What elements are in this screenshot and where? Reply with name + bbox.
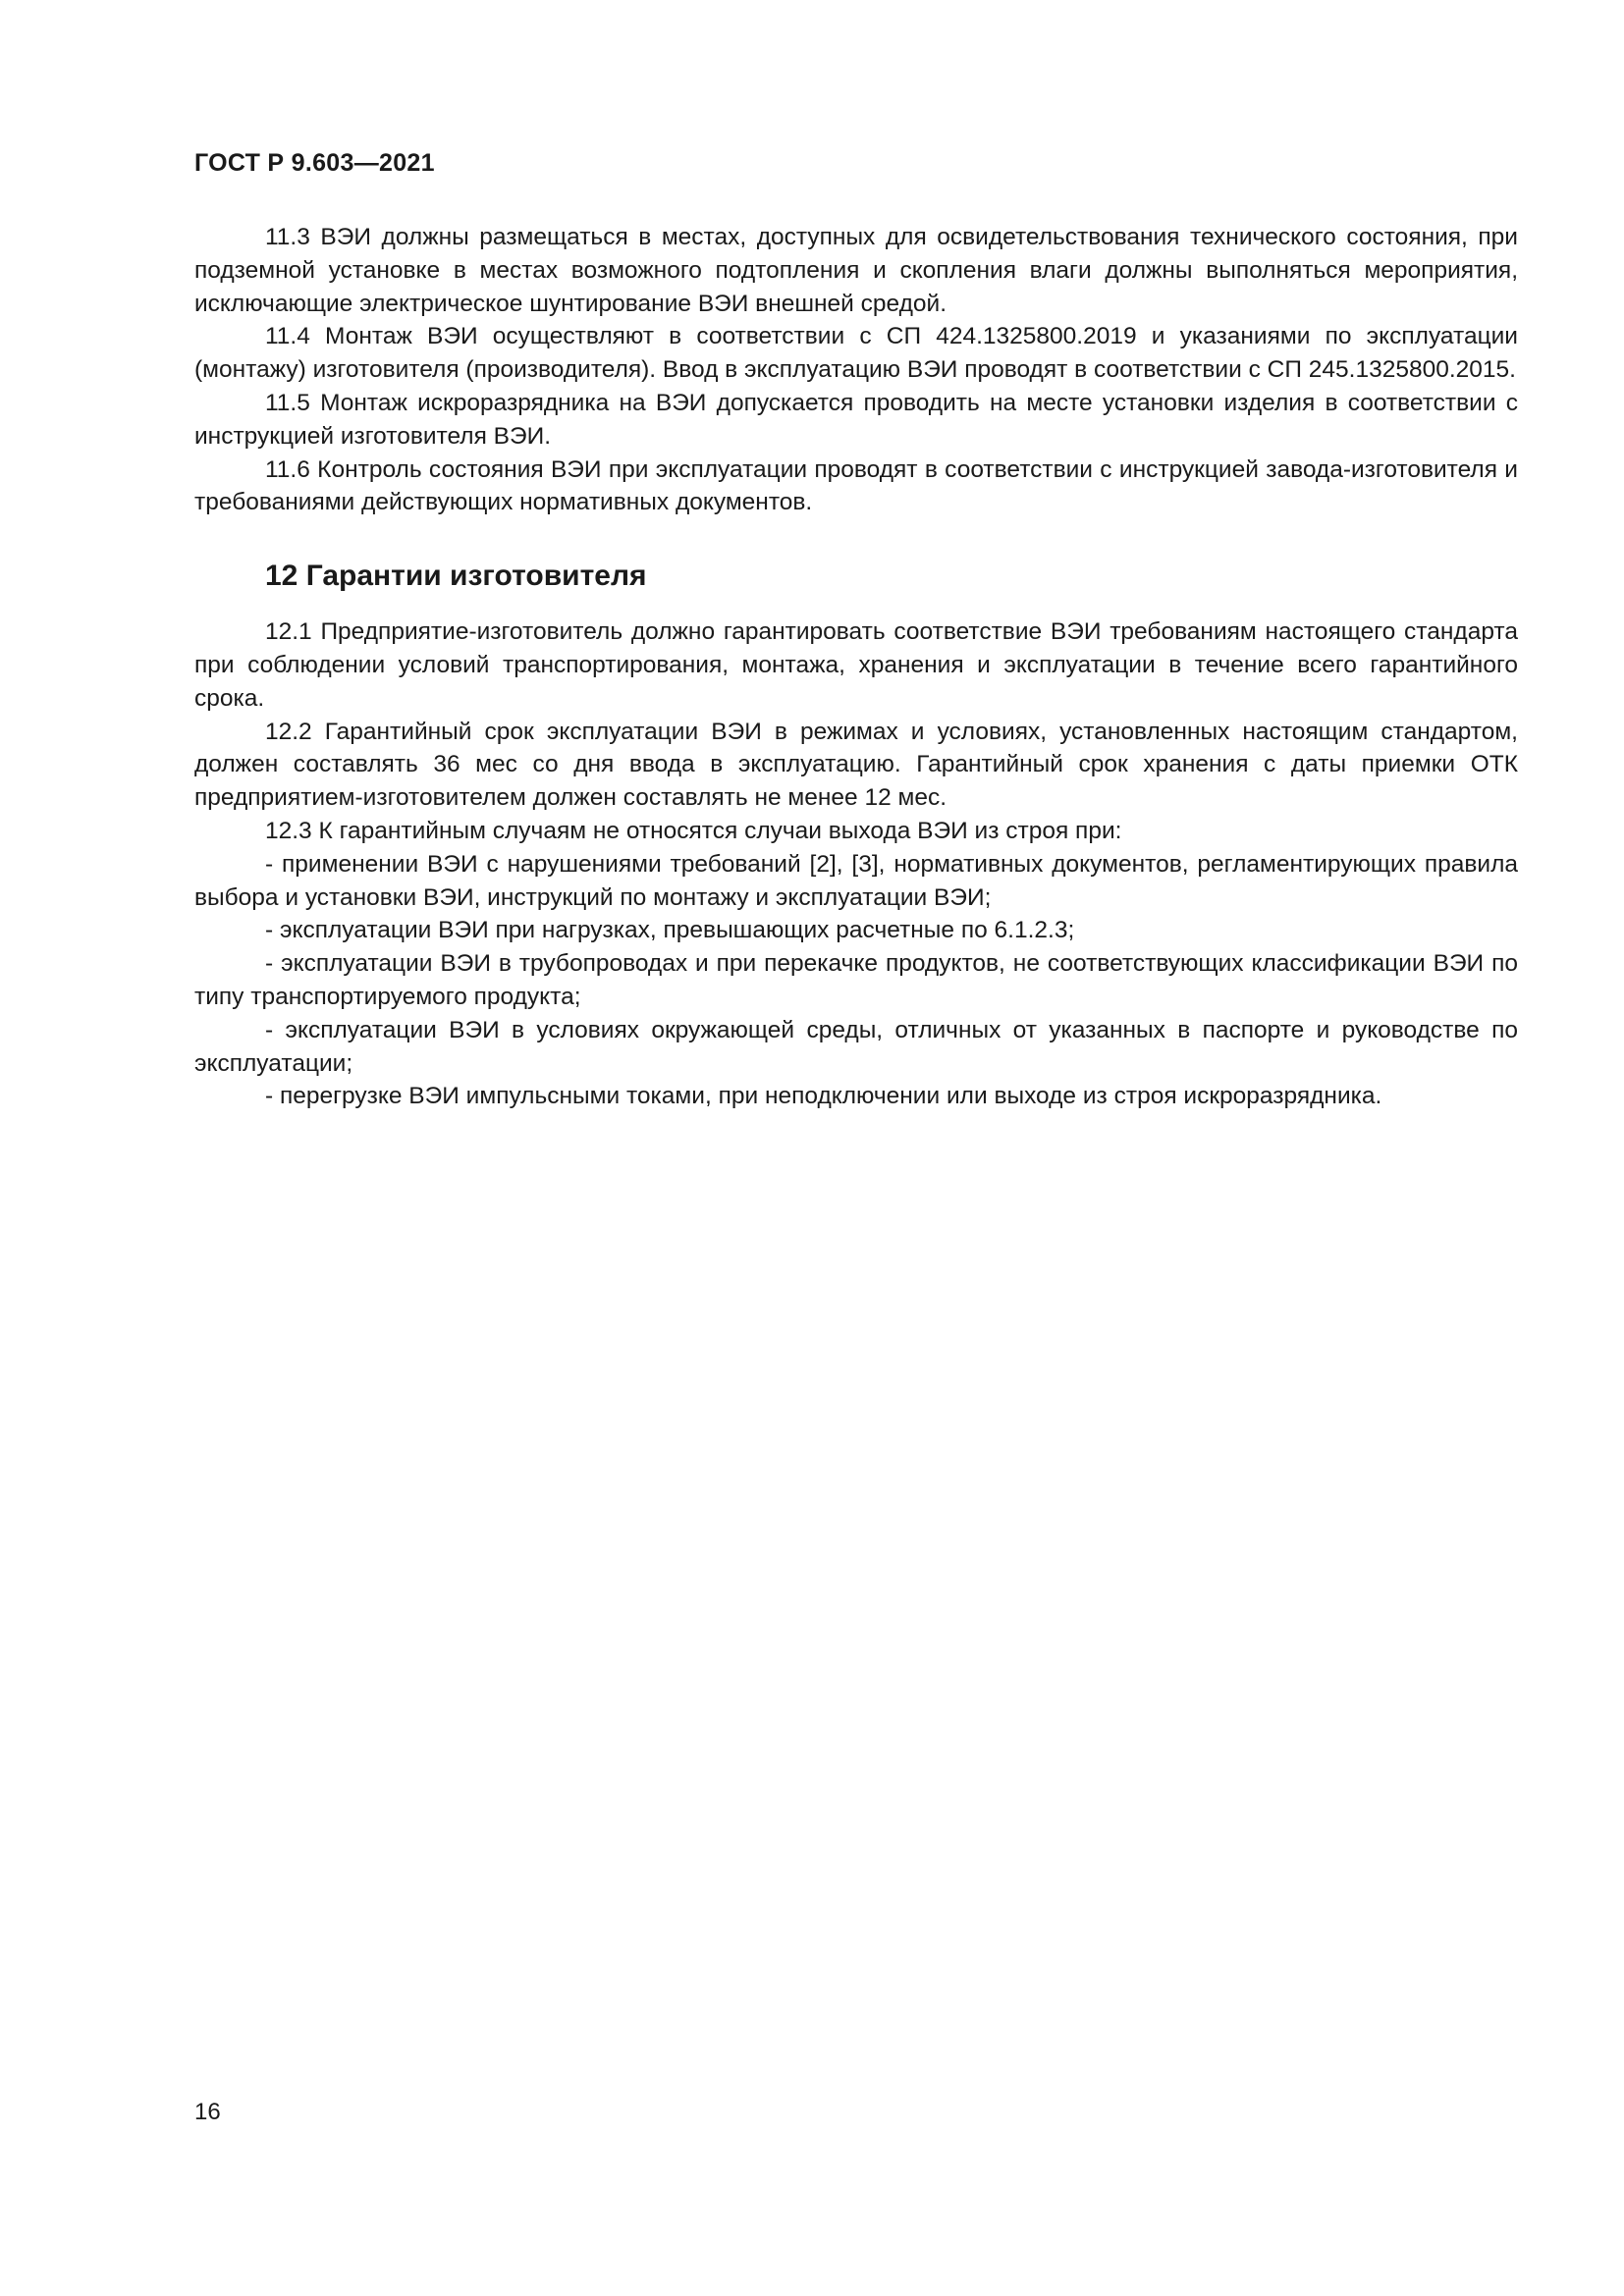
page-content bbox=[194, 221, 1518, 1113]
section-12-heading: 12 Гарантии изготовителя bbox=[265, 560, 647, 593]
list-item: - эксплуатации ВЭИ в трубопроводах и при перекачке продуктов, не соответствующих классификации ВЭИ по типу транспортируемого продукта; bbox=[194, 950, 1518, 1010]
paragraph-11-5: 11.5 Монтаж искроразрядника на ВЭИ допускается проводить на месте установки изделия в соответствии с инструкцией изготовителя ВЭИ. bbox=[194, 389, 1518, 450]
paragraph-12-2: 12.2 Гарантийный срок эксплуатации ВЭИ в режимах и условиях, установленных настоящим стандартом, должен составлять 36 мес со дня ввода в эксплуатацию. Гарантийный срок хранения с даты приемки ОТК предприятием-изготовителем должен составлять не менее 12 мес. bbox=[194, 718, 1518, 812]
list-item: - применении ВЭИ с нарушениями требований [2], [3], нормативных документов, регламентирующих правила выбора и установки ВЭИ, инструкций по монтажу и эксплуатации ВЭИ; bbox=[194, 850, 1518, 911]
paragraph-11-6: 11.6 Контроль состояния ВЭИ при эксплуатации проводят в соответствии с инструкцией завода-изготовителя и требованиями действующих нормативных документов. bbox=[194, 455, 1518, 516]
list-item: - перегрузке ВЭИ импульсными токами, при неподключении или выходе из строя искроразрядника. bbox=[265, 1083, 1382, 1110]
list-item: - эксплуатации ВЭИ в условиях окружающей среды, отличных от указанных в паспорте и руководстве по эксплуатации; bbox=[194, 1016, 1518, 1077]
section-11 bbox=[194, 221, 1518, 519]
page-number: 16 bbox=[194, 2099, 221, 2125]
paragraph-11-3: 11.3 ВЭИ должны размещаться в местах, доступных для освидетельствования технического состояния, при подземной установке в местах возможного подтопления и скопления влаги должны выполняться мероприятия, исключающие электрическое шунтирование ВЭИ внешней средой. bbox=[194, 224, 1518, 317]
paragraph-11-4: 11.4 Монтаж ВЭИ осуществляют в соответствии с СП 424.1325800.2019 и указаниями по эксплуатации (монтажу) изготовителя (производителя). Ввод в эксплуатацию ВЭИ проводят в соответствии с СП 245.1325800.2015. bbox=[194, 323, 1518, 384]
paragraph-12-3: 12.3 К гарантийным случаям не относятся случаи выхода ВЭИ из строя при: bbox=[265, 817, 1122, 844]
section-12 bbox=[194, 615, 1518, 1113]
page-header: ГОСТ Р 9.603—2021 bbox=[194, 149, 435, 177]
paragraph-12-1: 12.1 Предприятие-изготовитель должно гарантировать соответствие ВЭИ требованиям настоящего стандарта при соблюдении условий транспортирования, монтажа, хранения и эксплуатации в течение всего гарантийного срока. bbox=[194, 618, 1518, 712]
list-item: - эксплуатации ВЭИ при нагрузках, превышающих расчетные по 6.1.2.3; bbox=[265, 917, 1075, 944]
